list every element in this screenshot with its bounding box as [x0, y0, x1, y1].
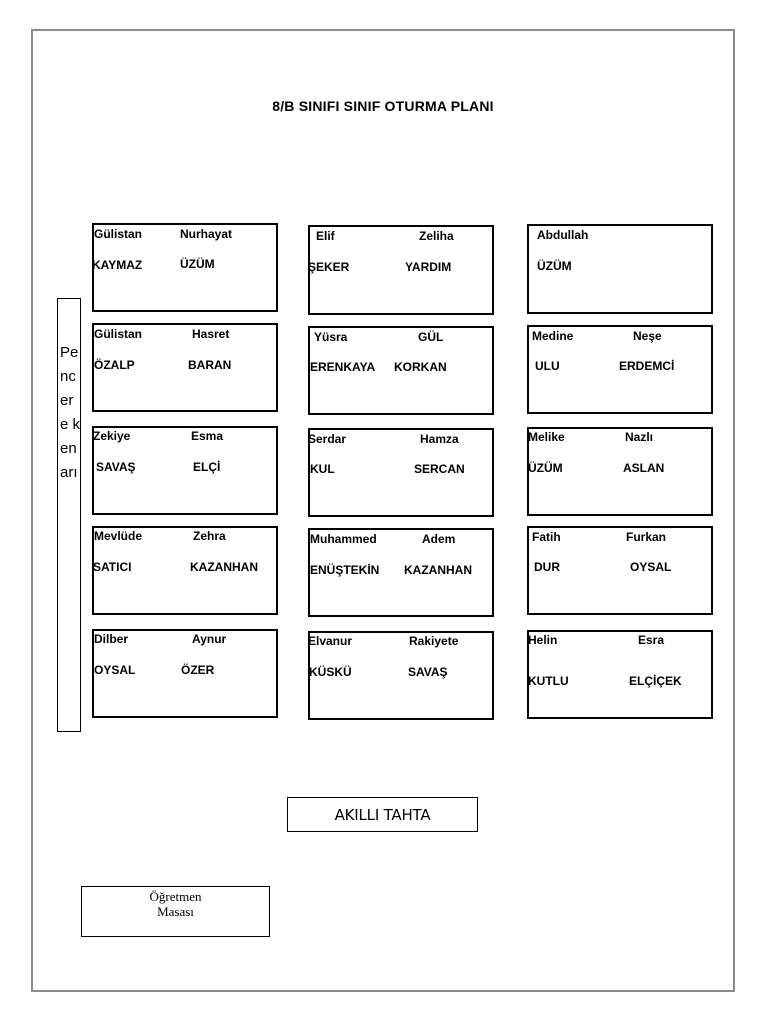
student-first-name: Fatih: [532, 530, 561, 544]
desk: [92, 223, 278, 312]
student-first-name: Medine: [532, 329, 574, 343]
student-first-name: Muhammed: [310, 532, 377, 546]
desk: [308, 225, 494, 315]
student-last-name: ENÜŞTEKİN: [310, 563, 380, 577]
desk: [92, 426, 278, 515]
student-first-name: Hasret: [192, 327, 230, 341]
student-last-name: KAZANHAN: [190, 560, 258, 574]
student-last-name: DUR: [534, 560, 560, 574]
student-first-name: Elif: [316, 229, 335, 243]
student-last-name: ERENKAYA: [310, 360, 376, 374]
student-first-name: Zekiye: [93, 429, 131, 443]
student-first-name: Elvanur: [308, 634, 353, 648]
teacher-desk-label-line2: Masası: [157, 904, 194, 919]
smart-board-label: AKILLI TAHTA: [334, 806, 431, 824]
student-last-name: ELÇİÇEK: [629, 674, 682, 688]
student-first-name: Furkan: [626, 530, 667, 544]
student-first-name: Serdar: [308, 432, 347, 446]
student-first-name: Rakiyete: [409, 634, 459, 648]
student-first-name: Gülistan: [94, 327, 143, 341]
desk: [527, 630, 713, 719]
student-last-name: KORKAN: [394, 360, 447, 374]
student-last-name: ELÇİ: [193, 460, 221, 474]
desk: [92, 629, 278, 718]
student-last-name: ÜZÜM: [180, 257, 215, 271]
student-first-name: Abdullah: [537, 228, 589, 242]
student-last-name: ULU: [535, 359, 560, 373]
student-last-name: ÜZÜM: [528, 461, 563, 475]
student-last-name: ÖZER: [181, 663, 215, 677]
window-side-label: Pencere kenarı: [60, 344, 81, 481]
student-first-name: Zeliha: [419, 229, 454, 243]
student-last-name: SAVAŞ: [408, 665, 448, 679]
teacher-desk: [81, 886, 270, 937]
student-first-name: Nazlı: [625, 430, 654, 444]
student-last-name: KAZANHAN: [404, 563, 472, 577]
student-last-name: SAVAŞ: [96, 460, 136, 474]
student-first-name: Helin: [528, 633, 558, 647]
window-side-box: [57, 298, 81, 732]
student-first-name: Yüsra: [314, 330, 348, 344]
student-last-name: KUL: [310, 462, 335, 476]
desk: [527, 224, 713, 314]
teacher-desk-label-line1: Öğretmen: [149, 889, 202, 904]
student-last-name: YARDIM: [405, 260, 452, 274]
student-first-name: GÜL: [418, 330, 444, 344]
student-first-name: Zehra: [193, 529, 226, 543]
student-first-name: Melike: [528, 430, 565, 444]
desk: [92, 323, 278, 412]
desk: [527, 427, 713, 516]
student-first-name: Esra: [638, 633, 665, 647]
student-first-name: Nurhayat: [180, 227, 233, 241]
student-first-name: Adem: [422, 532, 456, 546]
student-last-name: ŞEKER: [308, 260, 350, 274]
student-last-name: OYSAL: [94, 663, 136, 677]
desk: [308, 428, 494, 517]
desk: [308, 528, 494, 617]
student-first-name: Gülistan: [94, 227, 143, 241]
student-first-name: Mevlüde: [94, 529, 143, 543]
desk: [308, 631, 494, 720]
student-last-name: SATICI: [93, 560, 132, 574]
smart-board: [287, 797, 478, 832]
student-last-name: OYSAL: [630, 560, 672, 574]
student-last-name: ERDEMCİ: [619, 359, 675, 373]
student-first-name: Neşe: [633, 329, 662, 343]
student-last-name: KAYMAZ: [92, 258, 143, 272]
student-last-name: ASLAN: [623, 461, 665, 475]
student-first-name: Dilber: [94, 632, 129, 646]
desk: [527, 526, 713, 615]
student-last-name: SERCAN: [414, 462, 465, 476]
student-last-name: BARAN: [188, 358, 232, 372]
desk: [527, 325, 713, 414]
student-first-name: Aynur: [192, 632, 227, 646]
student-last-name: ÖZALP: [94, 358, 135, 372]
student-last-name: KÜSKÜ: [309, 665, 352, 679]
student-last-name: ÜZÜM: [537, 259, 572, 273]
student-first-name: Hamza: [420, 432, 459, 446]
student-first-name: Esma: [191, 429, 224, 443]
student-last-name: KUTLU: [528, 674, 569, 688]
page-title: 8/B SINIFI SINIF OTURMA PLANI: [272, 98, 494, 114]
desk: [308, 326, 494, 415]
desk: [92, 526, 278, 615]
